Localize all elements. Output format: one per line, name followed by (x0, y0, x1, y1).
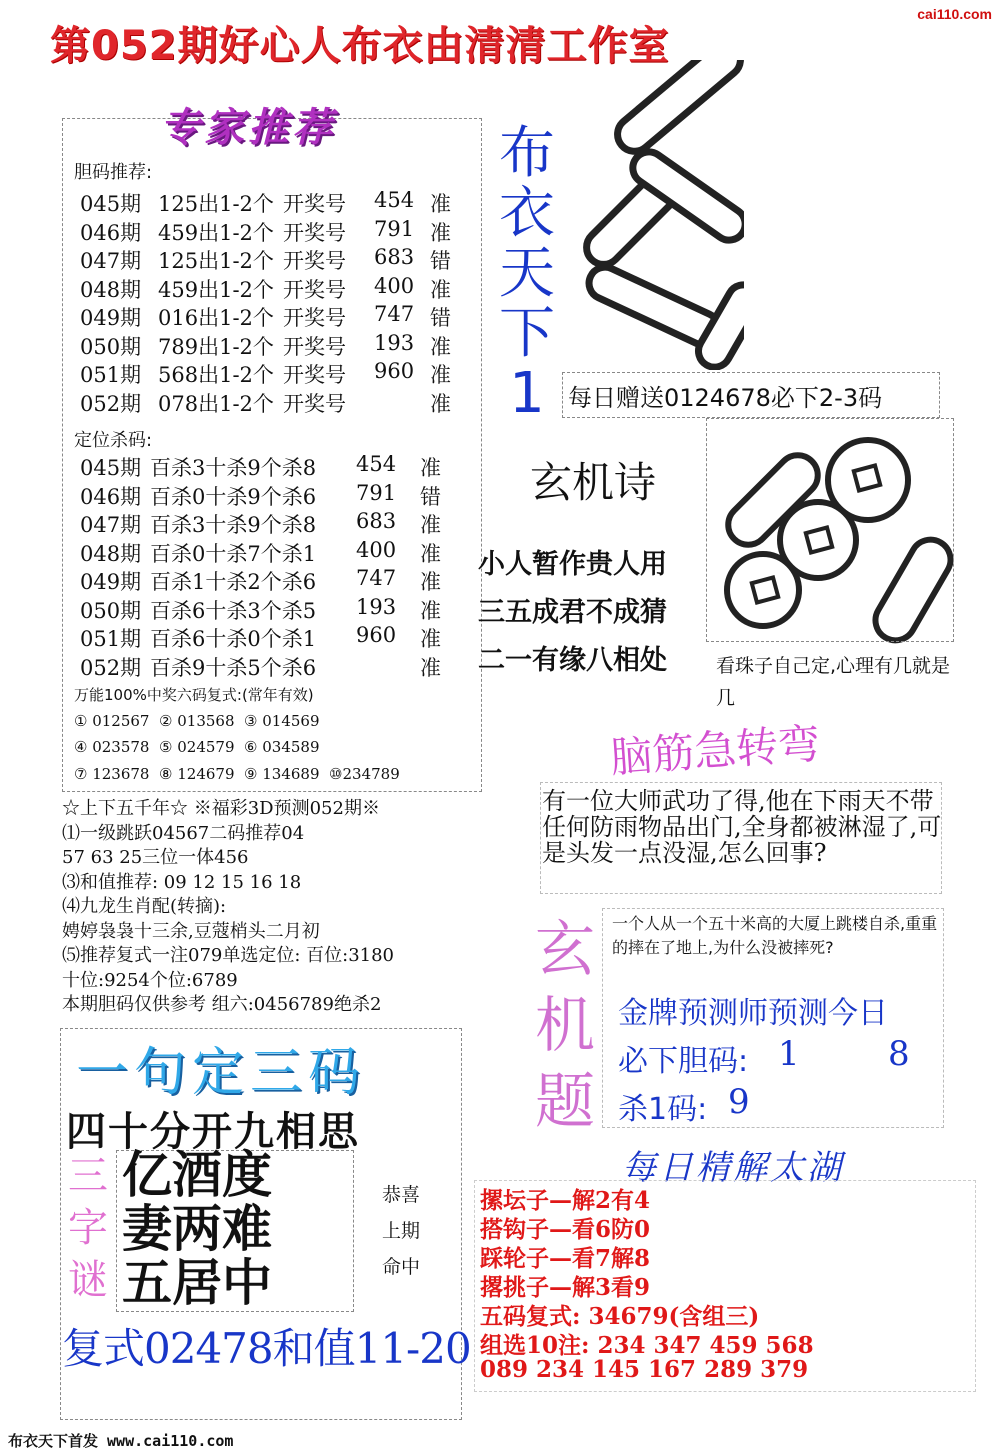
buyi-char: 衣 (499, 181, 555, 246)
page-title: 第052期好心人布衣由清清工作室 (50, 23, 670, 69)
dan-label: 胆码推荐: (74, 162, 153, 183)
buyi-char: 布 (499, 121, 555, 186)
gold-title: 金牌预测师预测今日 (618, 996, 888, 1031)
xuanji-char: 题 (535, 1067, 595, 1137)
kill-cell-issue: 051期 (80, 627, 142, 651)
congrats-line: 命中 (382, 1256, 421, 1278)
yiju-phrase: 四十分开九相思 (66, 1109, 360, 1155)
dan-cell-res: 准 (430, 334, 451, 359)
dan-cell-issue: 052期 (80, 391, 142, 416)
site-domain[interactable]: cai110.com (917, 6, 992, 22)
fushi-line: 复式02478和值11-20 (62, 1324, 471, 1373)
daily-gift: 每日赠送0124678必下2-3码 (568, 384, 883, 412)
kill-cell-num: 683 (356, 509, 397, 533)
three-char: 谜 (68, 1257, 108, 1303)
kill-cell-pick: 百杀6十杀3个杀5 (150, 598, 317, 623)
buyi-char: 天 (499, 241, 555, 306)
riddle-char-line: 亿酒度 (122, 1145, 272, 1204)
congrats-line: 上期 (382, 1220, 421, 1242)
dan-cell-res: 错 (430, 249, 451, 273)
dan-cell-word: 开奖号 (283, 334, 346, 359)
dan-cell-issue: 046期 (80, 220, 142, 245)
taihu-line: 摞坛子—解2有4 (480, 1187, 651, 1214)
dan-cell-num: 454 (374, 188, 415, 212)
gold-kill-label: 杀1码: (618, 1092, 708, 1127)
buyi-char: 下 (499, 301, 555, 366)
buyi-vertical (494, 121, 560, 426)
wanneng-line: ① 012567 ② 013568 ③ 014569 (74, 712, 320, 730)
riddle-char-line: 妻两难 (122, 1199, 272, 1258)
poem-heading: 玄机诗 (530, 458, 657, 507)
predict-line: 57 63 25三位一体456 (62, 847, 249, 868)
dan-cell-num: 193 (374, 330, 415, 355)
dan-cell-pick: 568出1-2个 (158, 363, 274, 387)
kill-cell-res: 准 (420, 655, 441, 680)
taihu-line: 搭钩子—看6防0 (480, 1216, 651, 1243)
dan-cell-word: 开奖号 (283, 220, 346, 245)
taihu-line: 踩轮子—看7解8 (480, 1245, 651, 1272)
wanneng-line: ⑦ 123678 ⑧ 124679 ⑨ 134689 ⑩234789 (74, 765, 400, 783)
dan-cell-word: 开奖号 (283, 277, 346, 302)
gold-dan-label: 必下胆码: (618, 1044, 749, 1079)
kill-cell-issue: 049期 (80, 570, 142, 594)
dan-cell-issue: 048期 (80, 277, 142, 302)
three-char-vertical (62, 1150, 114, 1306)
kill-cell-pick: 百杀6十杀0个杀1 (150, 627, 317, 651)
kill-cell-pick: 百杀3十杀9个杀8 (150, 513, 317, 537)
predict-line: 十位:9254个位:6789 (62, 969, 238, 991)
dan-cell-word: 开奖号 (283, 363, 346, 387)
dan-cell-res: 准 (430, 220, 451, 245)
dan-cell-res: 准 (430, 192, 451, 216)
dan-cell-pick: 459出1-2个 (158, 220, 274, 245)
kill-cell-num: 791 (356, 480, 397, 505)
kill-cell-res: 准 (420, 513, 441, 537)
kill-cell-pick: 百杀3十杀9个杀8 (150, 456, 317, 480)
kill-cell-pick: 百杀0十杀7个杀1 (150, 541, 317, 566)
predict-line: ⑷九龙生肖配(转摘): (62, 896, 227, 917)
gold-kill-num: 9 (728, 1082, 750, 1122)
dan-cell-issue: 050期 (80, 334, 142, 359)
beads-frame (706, 418, 954, 642)
taihu-box (474, 1180, 976, 1392)
taihu-line: 089 234 145 167 289 379 (480, 1356, 809, 1383)
dan-cell-issue: 051期 (80, 363, 142, 387)
predict-line: ⑶和值推荐: 09 12 15 16 18 (62, 871, 302, 893)
predict-line: 娉婷袅袅十三余,豆蔻梢头二月初 (62, 920, 320, 942)
xuanji-text: 一个人从一个五十米高的大厦上跳楼自杀,重重的摔在了地上,为什么没被摔死? (612, 914, 938, 957)
dan-cell-word: 开奖号 (283, 192, 346, 216)
expert-heading: 专家推荐 (160, 105, 336, 151)
dan-cell-pick: 078出1-2个 (158, 391, 274, 416)
kill-cell-res: 准 (420, 598, 441, 623)
dan-cell-pick: 125出1-2个 (158, 249, 274, 273)
dan-cell-num: 747 (374, 302, 415, 326)
dan-cell-res: 准 (430, 391, 451, 416)
kill-cell-res: 准 (420, 541, 441, 566)
gold-dan-a: 1 (778, 1034, 800, 1074)
kill-cell-res: 准 (420, 627, 441, 651)
taihu-heading: 每日精解太湖 (622, 1148, 844, 1188)
kill-cell-num: 193 (356, 594, 397, 619)
riddle-char-line: 五居中 (122, 1253, 272, 1312)
sticks-illustration (564, 60, 744, 370)
kill-cell-pick: 百杀0十杀9个杀6 (150, 484, 317, 509)
predict-line: ⑴一级跳跃04567二码推荐04 (62, 822, 305, 844)
kill-cell-issue: 048期 (80, 541, 142, 566)
dan-cell-issue: 047期 (80, 249, 142, 273)
kill-cell-issue: 050期 (80, 598, 142, 623)
dan-cell-pick: 789出1-2个 (158, 334, 274, 359)
predict-line: ☆上下五千年☆ ※福彩3D预测052期※ (62, 798, 380, 819)
dan-cell-num: 791 (374, 216, 415, 241)
xuanji-vertical (532, 912, 598, 1140)
dan-cell-pick: 459出1-2个 (158, 277, 274, 302)
riddle-heading: 脑筋急转弯 (608, 718, 822, 783)
dan-cell-word: 开奖号 (283, 391, 346, 416)
kill-cell-res: 错 (420, 484, 441, 509)
taihu-line: 撂挑子—解3看9 (480, 1274, 651, 1301)
kill-cell-res: 准 (420, 570, 441, 594)
dan-cell-issue: 045期 (80, 192, 142, 216)
kill-cell-num: 747 (356, 566, 397, 590)
kill-cell-issue: 052期 (80, 655, 142, 680)
poem-note: 看珠子自己定,心理有几就是几 (716, 655, 951, 709)
kill-cell-issue: 045期 (80, 456, 142, 480)
kill-cell-res: 准 (420, 456, 441, 480)
gold-dan-b: 8 (888, 1034, 910, 1074)
kill-label: 定位杀码: (74, 430, 153, 451)
kill-cell-issue: 047期 (80, 513, 142, 537)
xuanji-char: 机 (535, 991, 595, 1061)
three-char: 字 (68, 1205, 108, 1251)
dan-cell-word: 开奖号 (283, 249, 346, 273)
kill-cell-pick: 百杀1十杀2个杀6 (150, 570, 317, 594)
wanneng-line: ④ 023578 ⑤ 024579 ⑥ 034589 (74, 738, 320, 756)
taihu-line: 五码复式: 34679(含组三) (480, 1303, 760, 1330)
footer: 布衣天下首发 www.cai110.com (8, 1432, 234, 1450)
dan-cell-res: 错 (430, 306, 451, 330)
kill-cell-pick: 百杀9十杀5个杀6 (150, 655, 317, 680)
wanneng-label: 万能100%中奖六码复式:(常年有效) (74, 686, 314, 704)
three-char: 三 (68, 1153, 108, 1199)
dan-cell-pick: 125出1-2个 (158, 192, 274, 216)
poem-line: 小人暂作贵人用 (478, 549, 667, 580)
kill-cell-num: 400 (356, 537, 397, 562)
dan-cell-word: 开奖号 (283, 306, 346, 330)
poem-line: 二一有缘八相处 (478, 645, 667, 676)
predict-line: ⑸推荐复式一注079单选定位: 百位:3180 (62, 945, 395, 966)
dan-cell-pick: 016出1-2个 (158, 306, 274, 330)
taihu-line: 组选10注: 234 347 459 568 (480, 1332, 814, 1359)
predict-line: 本期胆码仅供参考 组六:0456789绝杀2 (62, 994, 382, 1015)
congrats-line: 恭喜 (382, 1184, 421, 1206)
kill-cell-num: 960 (356, 623, 397, 647)
dan-cell-res: 准 (430, 363, 451, 387)
dan-cell-res: 准 (430, 277, 451, 302)
dan-cell-num: 400 (374, 273, 415, 298)
riddle-text: 有一位大师武功了得,他在下雨天不带任何防雨物品出门,全身都被淋湿了,可是头发一点没湿,怎么回事? (542, 787, 942, 867)
dan-cell-num: 960 (374, 359, 415, 383)
dan-cell-issue: 049期 (80, 306, 142, 330)
poem-line: 三五成君不成猜 (478, 597, 667, 628)
xuanji-char: 玄 (535, 915, 595, 985)
kill-cell-num: 454 (356, 452, 397, 476)
kill-cell-issue: 046期 (80, 484, 142, 509)
buyi-char: 1 (509, 361, 545, 426)
dan-cell-num: 683 (374, 245, 415, 269)
yiju-heading: 一句定三码 (76, 1043, 367, 1103)
